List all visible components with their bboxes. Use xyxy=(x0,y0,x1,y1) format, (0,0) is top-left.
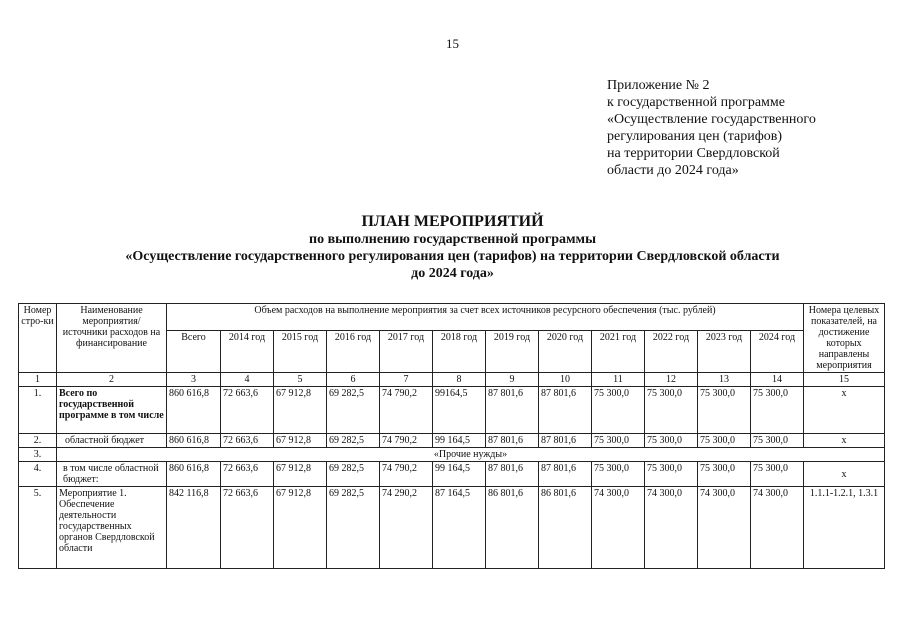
row-name: областной бюджет xyxy=(57,434,167,448)
appendix-line: к государственной программе xyxy=(607,95,785,110)
column-index: 13 xyxy=(698,373,751,387)
cell-value: 74 300,0 xyxy=(645,487,698,569)
header-year: 2019 год xyxy=(486,331,539,373)
cell-value: 75 300,0 xyxy=(592,462,645,487)
cell-total: 860 616,8 xyxy=(167,434,221,448)
table-row xyxy=(19,387,885,434)
cell-value: 67 912,8 xyxy=(274,487,327,569)
title-line: до 2024 года» xyxy=(411,266,494,281)
row-name: Мероприятие 1. Обеспечение деятельности государственных органов Свердловской области xyxy=(57,487,167,569)
cell-value: 87 801,6 xyxy=(486,387,539,434)
row-name: в том числе областной бюджет: xyxy=(57,462,167,487)
cell-indicators: 1.1.1-1.2.1, 1.3.1 xyxy=(804,487,885,569)
cell-total: 860 616,8 xyxy=(167,387,221,434)
column-index: 5 xyxy=(274,373,327,387)
cell-value: 74 790,2 xyxy=(380,434,433,448)
cell-value: 75 300,0 xyxy=(698,387,751,434)
cell-total: 842 116,8 xyxy=(167,487,221,569)
cell-value: 75 300,0 xyxy=(645,462,698,487)
cell-value: 99164,5 xyxy=(433,387,486,434)
column-index: 14 xyxy=(751,373,804,387)
header-row xyxy=(19,304,885,331)
row-number: 3. xyxy=(19,448,57,462)
section-title: «Прочие нужды» xyxy=(57,448,885,462)
cell-value: 74 790,2 xyxy=(380,462,433,487)
cell-value: 75 300,0 xyxy=(751,387,804,434)
page-number: 15 xyxy=(446,36,459,51)
table-row xyxy=(19,434,885,448)
appendix-line: регулирования цен (тарифов) xyxy=(607,129,783,144)
cell-value: 75 300,0 xyxy=(698,434,751,448)
header-indicators: Номера целевых показателей, на достижение которых направлены мероприятия xyxy=(804,304,885,373)
column-index: 8 xyxy=(433,373,486,387)
cell-value: 74 300,0 xyxy=(592,487,645,569)
cell-value: 67 912,8 xyxy=(274,434,327,448)
cell-value: 75 300,0 xyxy=(592,387,645,434)
title-line: «Осуществление государственного регулирования цен (тарифов) на территории Свердловской области xyxy=(125,249,780,264)
cell-value: 87 801,6 xyxy=(486,462,539,487)
column-index: 11 xyxy=(592,373,645,387)
cell-value: 99 164,5 xyxy=(433,434,486,448)
header-year: 2022 год xyxy=(645,331,698,373)
cell-value: 69 282,5 xyxy=(327,434,380,448)
column-index: 6 xyxy=(327,373,380,387)
header-year: 2018 год xyxy=(433,331,486,373)
title-line: по выполнению государственной программы xyxy=(309,232,596,247)
cell-value: 69 282,5 xyxy=(327,387,380,434)
row-number: 5. xyxy=(19,487,57,569)
cell-value: 67 912,8 xyxy=(274,462,327,487)
cell-value: 69 282,5 xyxy=(327,462,380,487)
cell-value: 75 300,0 xyxy=(751,434,804,448)
cell-value: 75 300,0 xyxy=(592,434,645,448)
cell-value: 86 801,6 xyxy=(486,487,539,569)
plan-table xyxy=(18,303,885,569)
column-index: 12 xyxy=(645,373,698,387)
cell-total: 860 616,8 xyxy=(167,462,221,487)
cell-value: 75 300,0 xyxy=(645,387,698,434)
header-name: Наименование мероприятия/ источники расходов на финансирование xyxy=(57,304,167,373)
document-title xyxy=(0,212,905,282)
cell-value: 74 290,2 xyxy=(380,487,433,569)
header-year: 2020 год xyxy=(539,331,592,373)
header-year: Всего xyxy=(167,331,221,373)
cell-value: 72 663,6 xyxy=(221,487,274,569)
cell-value: 87 801,6 xyxy=(539,387,592,434)
column-index-row xyxy=(19,373,885,387)
table-row xyxy=(19,487,885,569)
appendix-line: Приложение № 2 xyxy=(607,78,710,93)
column-index: 2 xyxy=(57,373,167,387)
cell-value: 74 300,0 xyxy=(698,487,751,569)
column-index: 9 xyxy=(486,373,539,387)
row-number: 2. xyxy=(19,434,57,448)
header-year: 2024 год xyxy=(751,331,804,373)
cell-indicators: х xyxy=(804,462,885,487)
cell-value: 87 164,5 xyxy=(433,487,486,569)
cell-value: 99 164,5 xyxy=(433,462,486,487)
title-line: ПЛАН МЕРОПРИЯТИЙ xyxy=(361,213,544,230)
header-year: 2016 год xyxy=(327,331,380,373)
header-year: 2015 год xyxy=(274,331,327,373)
cell-value: 87 801,6 xyxy=(539,462,592,487)
section-row xyxy=(19,448,885,462)
row-number: 4. xyxy=(19,462,57,487)
header-year: 2023 год xyxy=(698,331,751,373)
cell-value: 75 300,0 xyxy=(645,434,698,448)
cell-value: 87 801,6 xyxy=(486,434,539,448)
appendix-note xyxy=(607,77,816,179)
cell-value: 67 912,8 xyxy=(274,387,327,434)
column-index: 1 xyxy=(19,373,57,387)
column-index: 15 xyxy=(804,373,885,387)
column-index: 7 xyxy=(380,373,433,387)
cell-value: 86 801,6 xyxy=(539,487,592,569)
cell-value: 72 663,6 xyxy=(221,462,274,487)
row-name: Всего по государственной программе в том числе xyxy=(57,387,167,434)
cell-value: 87 801,6 xyxy=(539,434,592,448)
cell-value: 75 300,0 xyxy=(698,462,751,487)
cell-value: 74 300,0 xyxy=(751,487,804,569)
header-expenses: Объем расходов на выполнение мероприятия за счет всех источников ресурсного обеспечения (тыс. рублей) xyxy=(167,304,804,331)
header-year: 2017 год xyxy=(380,331,433,373)
column-index: 10 xyxy=(539,373,592,387)
cell-indicators: х xyxy=(804,387,885,434)
cell-value: 72 663,6 xyxy=(221,387,274,434)
column-index: 4 xyxy=(221,373,274,387)
header-year: 2021 год xyxy=(592,331,645,373)
appendix-line: на территории Свердловской xyxy=(607,146,780,161)
header-row-number: Номер стро-ки xyxy=(19,304,57,373)
cell-value: 75 300,0 xyxy=(751,462,804,487)
appendix-line: «Осуществление государственного xyxy=(607,112,816,127)
column-index: 3 xyxy=(167,373,221,387)
cell-value: 69 282,5 xyxy=(327,487,380,569)
cell-indicators: х xyxy=(804,434,885,448)
cell-value: 74 790,2 xyxy=(380,387,433,434)
row-number: 1. xyxy=(19,387,57,434)
table-row xyxy=(19,462,885,487)
header-year: 2014 год xyxy=(221,331,274,373)
appendix-line: области до 2024 года» xyxy=(607,163,739,178)
cell-value: 72 663,6 xyxy=(221,434,274,448)
